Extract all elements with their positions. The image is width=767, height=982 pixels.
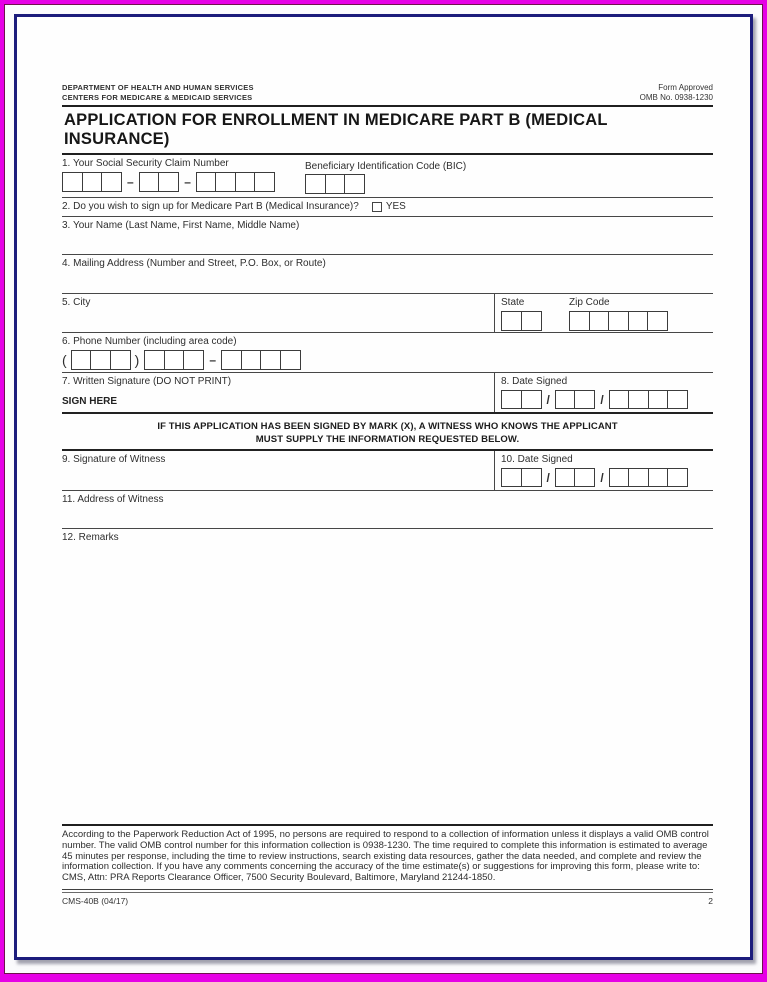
field-address-row	[62, 255, 713, 294]
agency-block	[62, 83, 254, 102]
date-slash: /	[546, 392, 550, 407]
yes-checkbox[interactable]	[372, 202, 382, 212]
omb-number: OMB No. 0938-1230	[639, 92, 713, 102]
char-box[interactable]	[521, 311, 542, 331]
signature-input-area[interactable]	[62, 387, 494, 410]
char-box[interactable]	[221, 350, 242, 370]
char-box[interactable]	[183, 350, 204, 370]
form-title: APPLICATION FOR ENROLLMENT IN MEDICARE PART B (MEDICAL INSURANCE)	[64, 111, 608, 148]
witness-address-input-area[interactable]	[62, 505, 713, 526]
witness-signature-input-area[interactable]	[62, 465, 494, 488]
ssn-label: 1. Your Social Security Claim Number	[62, 158, 229, 169]
field-signup-row	[62, 198, 713, 217]
state-zip-cell	[495, 294, 713, 332]
agency-line-2: CENTERS FOR MEDICARE & MEDICAID SERVICES	[62, 92, 253, 102]
signature-label: 7. Written Signature (DO NOT PRINT)	[62, 376, 232, 387]
zip-block	[569, 294, 668, 332]
state-label: State	[501, 297, 525, 308]
witness-date-label: 10. Date Signed	[501, 454, 573, 465]
char-box[interactable]	[325, 174, 346, 194]
char-box[interactable]	[608, 311, 629, 331]
form-number: CMS-40B (04/17)	[62, 895, 129, 906]
form-page	[14, 14, 753, 960]
phone-line-group	[221, 350, 301, 370]
phone-open-paren: (	[62, 352, 67, 368]
page-number: 2	[708, 895, 713, 906]
name-label: 3. Your Name (Last Name, First Name, Middle Name)	[62, 220, 300, 231]
char-box[interactable]	[555, 390, 576, 409]
ssn-group-2	[139, 172, 180, 192]
name-input-area[interactable]	[62, 231, 713, 252]
phone-dash: –	[209, 353, 217, 367]
witness-signature-cell	[62, 451, 495, 490]
char-box[interactable]	[521, 468, 542, 487]
char-box[interactable]	[139, 172, 160, 192]
state-group	[501, 311, 542, 331]
signature-cell	[62, 373, 495, 412]
form-approved-label: Form Approved	[658, 83, 713, 92]
char-box[interactable]	[647, 311, 668, 331]
field-name-row	[62, 217, 713, 255]
char-box[interactable]	[589, 311, 610, 331]
paperwork-reduction-notice: According to the Paperwork Reduction Act of 1995, no persons are required to respond to a collection of information unless it displays a valid OMB control number. The valid OMB control number for this information collection is 0938-1230. The time required to complete this information is estimated to average 45 minutes per response, including the time to review instructions, search existing data resources, gather the data needed, and complete and review the information collection. If you have any comments concerning the accuracy of the time estimate(s) or suggestions for improving this form, please write to: CMS, Attn: PRA Reports Clearance Officer, 7500 Security Boulevard, Baltimore, Maryland 21244-1850.	[62, 829, 709, 884]
agency-line-1: DEPARTMENT OF HEALTH AND HUMAN SERVICES	[62, 83, 254, 92]
signup-label: 2. Do you wish to sign up for Medicare Part B (Medical Insurance)?	[62, 201, 359, 212]
char-box[interactable]	[609, 390, 630, 409]
date-slash: /	[600, 470, 604, 485]
char-box[interactable]	[501, 468, 522, 487]
char-box[interactable]	[305, 174, 326, 194]
char-box[interactable]	[569, 311, 590, 331]
ssn-boxes	[62, 172, 713, 192]
date-signed-cell	[495, 373, 713, 412]
char-box[interactable]	[344, 174, 365, 194]
witness-date-cell	[495, 451, 713, 490]
page-mat	[4, 4, 763, 974]
char-box[interactable]	[101, 172, 122, 192]
remarks-label: 12. Remarks	[62, 532, 119, 543]
address-label: 4. Mailing Address (Number and Street, P.O. Box, or Route)	[62, 258, 326, 269]
char-box[interactable]	[158, 172, 179, 192]
ssn-group-3	[196, 172, 276, 192]
form-content	[17, 17, 750, 957]
char-box[interactable]	[628, 311, 649, 331]
char-box[interactable]	[574, 468, 595, 487]
char-box[interactable]	[609, 468, 630, 487]
phone-area-group	[71, 350, 131, 370]
witness-address-label: 11. Address of Witness	[62, 494, 164, 505]
char-box[interactable]	[82, 172, 103, 192]
char-box[interactable]	[196, 172, 217, 192]
state-boxes	[501, 311, 569, 331]
char-box[interactable]	[90, 350, 111, 370]
char-box[interactable]	[260, 350, 281, 370]
field-witness-address-row	[62, 491, 713, 529]
date-slash: /	[546, 470, 550, 485]
date-signed-boxes	[501, 390, 713, 409]
field-witness-signature-date-row	[62, 451, 713, 491]
phone-prefix-group	[144, 350, 204, 370]
witness-date-boxes	[501, 468, 713, 487]
char-box[interactable]	[110, 350, 131, 370]
char-box[interactable]	[648, 390, 669, 409]
city-input-area[interactable]	[62, 308, 494, 330]
city-label: 5. City	[62, 297, 91, 308]
field-phone-row	[62, 333, 713, 373]
char-box[interactable]	[667, 468, 688, 487]
witness-date-year-group	[609, 468, 689, 487]
ssn-dash: –	[184, 175, 191, 189]
char-box[interactable]	[648, 468, 669, 487]
phone-close-paren: )	[134, 352, 140, 368]
zip-label: Zip Code	[569, 297, 610, 308]
witness-notice	[62, 414, 713, 451]
char-box[interactable]	[667, 390, 688, 409]
omb-approval-block	[640, 83, 713, 102]
date-month-group	[501, 390, 542, 409]
field-signature-date-row	[62, 373, 713, 414]
date-signed-label: 8. Date Signed	[501, 376, 568, 387]
city-cell	[62, 294, 495, 332]
char-box[interactable]	[241, 350, 262, 370]
char-box[interactable]	[280, 350, 301, 370]
char-box[interactable]	[628, 468, 649, 487]
field-remarks-row	[62, 529, 713, 824]
date-day-group	[555, 390, 596, 409]
char-box[interactable]	[215, 172, 236, 192]
ssn-group-1	[62, 172, 122, 192]
date-slash: /	[600, 392, 604, 407]
ssn-dash: –	[127, 175, 134, 189]
bic-group	[305, 174, 365, 194]
field-city-state-zip-row	[62, 294, 713, 333]
char-box[interactable]	[235, 172, 256, 192]
phone-boxes	[62, 350, 713, 370]
state-block	[501, 294, 569, 332]
bic-label: Beneficiary Identification Code (BIC)	[305, 161, 467, 172]
char-box[interactable]	[628, 390, 649, 409]
char-box[interactable]	[254, 172, 275, 192]
char-box[interactable]	[521, 390, 542, 409]
witness-date-month-group	[501, 468, 542, 487]
witness-notice-line-2: MUST SUPPLY THE INFORMATION REQUESTED BELOW.	[255, 434, 520, 445]
char-box[interactable]	[164, 350, 185, 370]
char-box[interactable]	[574, 390, 595, 409]
yes-checkbox-label: YES	[385, 201, 406, 212]
page-footer	[62, 893, 713, 906]
bic-boxes	[305, 174, 365, 194]
witness-signature-label: 9. Signature of Witness	[62, 454, 166, 465]
form-header	[62, 83, 713, 102]
char-box[interactable]	[71, 350, 92, 370]
witness-notice-line-1: IF THIS APPLICATION HAS BEEN SIGNED BY MARK (X), A WITNESS WHO KNOWS THE APPLICANT	[157, 421, 618, 432]
field-ssn-row	[62, 155, 713, 198]
sign-here-hint: SIGN HERE	[62, 396, 118, 407]
char-box[interactable]	[501, 390, 522, 409]
witness-date-day-group	[555, 468, 596, 487]
remarks-input-area[interactable]	[62, 543, 713, 822]
address-input-area[interactable]	[62, 269, 713, 291]
char-box[interactable]	[144, 350, 165, 370]
zip-boxes	[569, 311, 668, 331]
char-box[interactable]	[501, 311, 522, 331]
zip-group	[569, 311, 668, 331]
date-year-group	[609, 390, 689, 409]
phone-label: 6. Phone Number (including area code)	[62, 336, 237, 347]
char-box[interactable]	[555, 468, 576, 487]
char-box[interactable]	[62, 172, 83, 192]
